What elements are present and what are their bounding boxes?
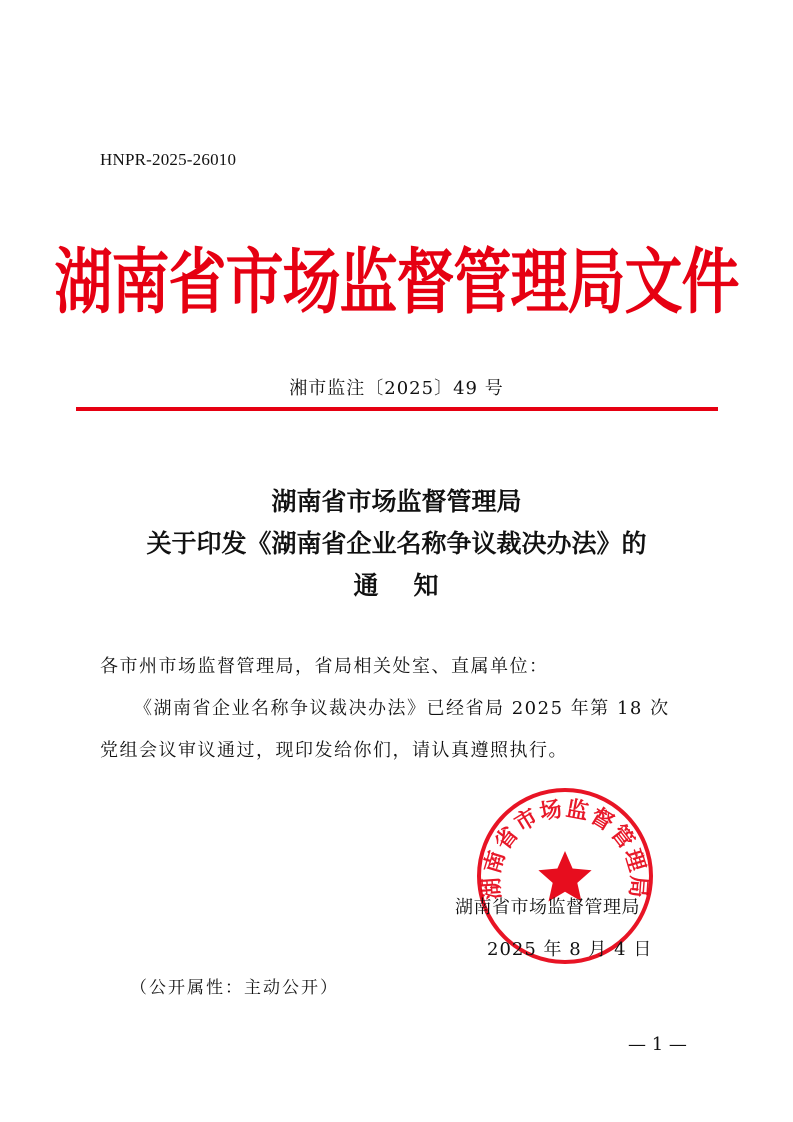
document-number: HNPR-2025-26010 (100, 150, 237, 169)
page-number: — 1 — (628, 1034, 687, 1055)
title-line-1: 湖南省市场监督管理局 (271, 487, 522, 516)
seal-lettering: 湖南省市场监督管理局 (479, 796, 651, 901)
masthead-title: 湖南省市场监督管理局文件 (54, 240, 739, 324)
disclosure-attribute: （公开属性：主动公开） (130, 978, 339, 998)
issue-date: 2025 年 8 月 4 日 (487, 939, 653, 960)
issuer-name: 湖南省市场监督管理局 (455, 897, 640, 918)
title-word-zhi: 知 (413, 571, 440, 600)
body-line-2: 党组会议审议通过，现印发给你们，请认真遵照执行。 (100, 740, 568, 761)
title-line-2: 关于印发《湖南省企业名称争议裁决办法》的 (146, 529, 647, 558)
file-number: 湘市监注〔2025〕49 号 (289, 378, 504, 399)
title-word-tong: 通 (353, 571, 380, 600)
addressee: 各市州市场监督管理局，省局相关处室、直属单位： (100, 656, 549, 677)
title-line-3 (0, 566, 793, 602)
red-divider-line (76, 407, 718, 411)
body-line-1: 《湖南省企业名称争议裁决办法》已经省局 2025 年第 18 次 (134, 698, 670, 719)
